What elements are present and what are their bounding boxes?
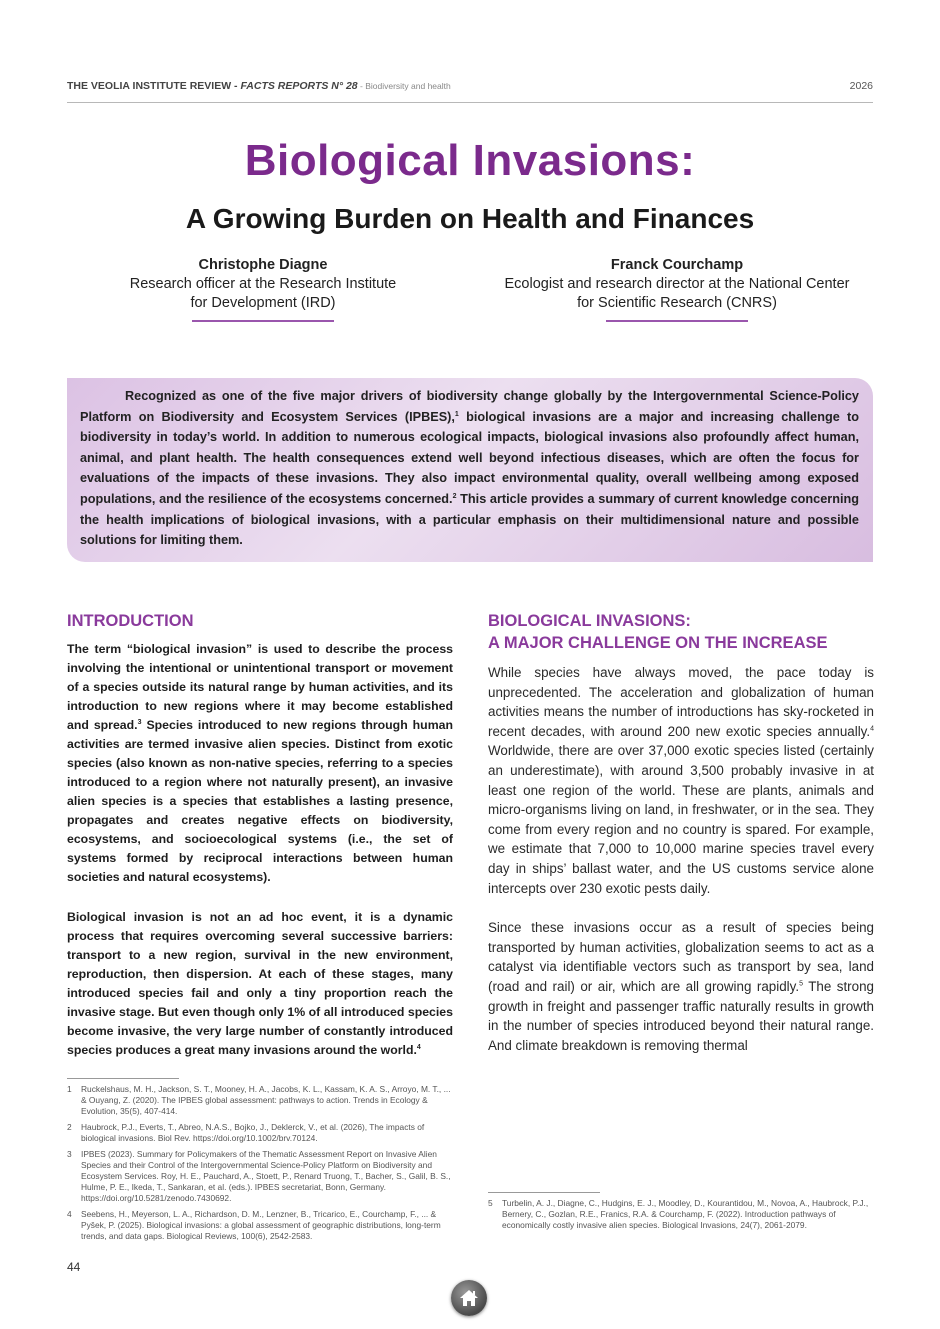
footnote xyxy=(67,1122,453,1144)
footnote-divider xyxy=(488,1192,600,1193)
series-name: FACTS REPORTS N° 28 xyxy=(240,80,358,92)
article-subtitle: A Growing Burden on Health and Finances xyxy=(185,203,755,234)
footnote-number: 2 xyxy=(67,1122,72,1132)
publication-year: 2026 xyxy=(849,80,873,92)
heading-line: A MAJOR CHALLENGE ON THE INCREASE xyxy=(488,634,828,652)
section-name: - Biodiversity and health xyxy=(357,81,451,91)
footnote-number: 4 xyxy=(67,1209,72,1219)
author-divider xyxy=(192,320,334,322)
abstract-text-part: This article provides a summary of current knowledge concerning the health implications of biological invasions, with a particular emphasis on their multidimensional nature and possible solutions for limiting them. xyxy=(80,491,859,548)
home-button[interactable] xyxy=(451,1280,487,1316)
paragraph-text: Worldwide, there are over 37,000 exotic species listed (certainly an underestimate), with around 3,500 probably invasive in at least one region of the world. These are plants, animals and micro-organisms living on land, in freshwater, or in the sea. They come from every region and no country is spared. For example, we estimate that 7,000 to 10,000 marine species travel every day in ships’ ballast water, and the US customs service alone intercepts over 230 exotic pests daily. xyxy=(488,743,874,896)
footnote-number: 1 xyxy=(67,1084,72,1094)
section-heading-introduction: INTRODUCTION xyxy=(67,612,194,630)
footnote-ref[interactable]: 1 xyxy=(454,410,459,418)
paragraph-text: Species introduced to new regions through human activities are termed invasive alien species. Distinct from exotic species (also known as non-native species, referring to a species introduced to a region where not naturally present), an invasive alien species is a species that establishes a lasting presence, propagates and creates negative effects on biodiversity, ecosystems, and socioecological systems (i.e., the set of systems formed by reciprocal interactions between human societies and natural ecosystems). xyxy=(67,718,453,884)
footnote xyxy=(67,1149,453,1204)
heading-line: BIOLOGICAL INVASIONS: xyxy=(488,612,691,630)
paragraph-text: The strong growth in freight and passenger traffic naturally results in growth in the number of species introduced beyond their natural range. And climate breakdown is removing thermal xyxy=(488,978,874,1053)
footnotes-left xyxy=(67,1078,453,1247)
footnote-number: 3 xyxy=(67,1149,72,1159)
footnote-ref[interactable]: 5 xyxy=(799,980,803,988)
challenge-paragraph xyxy=(488,663,874,898)
footnote-text: Ruckelshaus, M. H., Jackson, S. T., Mooney, H. A., Jacobs, K. L., Kassam, K. A. S., Arroyo, M. T., ... & Ouyang, Z. (2020). The IPBES global assessment: pathways to action. Trends in Ecology & Evolution, 35(5), 407-414. xyxy=(81,1084,451,1116)
right-column xyxy=(488,610,874,1055)
paragraph-text: Biological invasion is not an ad hoc event, it is a dynamic process that requires overcoming several successive barriers: transport to a new region, survival in the new environment, reproduction, then dispersion. At each of these stages, many introduced species fail and only a tiny proportion reach the invasive stage. But even though only 1% of all introduced species become invasive, the very large number of constantly introduced species produces a great many invasions around the world. xyxy=(67,910,453,1057)
footnote-ref[interactable]: 3 xyxy=(137,718,142,726)
paragraph-text: While species have always moved, the pace today is unprecedented. The acceleration and globalization of human activities means the number of introductions has sky-rocketed in recent decades, with around 200 new exotic species annually. xyxy=(488,665,874,739)
journal-name: THE VEOLIA INSTITUTE REVIEW - xyxy=(67,80,241,92)
article-title: Biological Invasions: xyxy=(244,136,696,185)
abstract-text xyxy=(67,378,873,551)
author-role: for Development (IRD) xyxy=(190,295,336,311)
paragraph-text: Since these invasions occur as a result of species being transported by human activities, globalization seems to act as a catalyst via identifiable vectors such as transport by sea, land (road and rail) or air, which are all growing rapidly. xyxy=(488,920,874,994)
footnote-text: Seebens, H., Meyerson, L. A., Richardson, D. M., Lenzner, B., Tricarico, E., Courchamp, F., ... & Pyšek, P. (2025). Biological invasions: a global assessment of geographic distributions, long-term trends, and data gaps. Biological Reviews, 100(6), 2542-2583. xyxy=(81,1209,441,1241)
author-block xyxy=(487,256,867,322)
intro-paragraph xyxy=(67,908,453,1060)
abstract-text-part: biological invasions are a major and increasing challenge to biodiversity in today’s world. In addition to numerous ecological impacts, biological invasions also profoundly affect human, animal, and plant health. The health consequences extend well beyond infectious diseases, which are often the focus for evaluations of the impacts of these invasions. They also impact environmental quality, overall wellbeing among exposed populations, and the resilience of the ecosystems concerned. xyxy=(80,409,859,506)
challenge-paragraph xyxy=(488,918,874,1055)
footnote-ref[interactable]: 4 xyxy=(870,725,874,733)
footnote-text: Haubrock, P.J., Everts, T., Abreo, N.A.S., Bojko, J., Deklerck, V., et al. (2026), The impacts of biological invasions. Biol Rev. https://doi.org/10.1002/brv.70124. xyxy=(81,1122,425,1143)
footnote xyxy=(67,1209,453,1242)
author-name: Christophe Diagne xyxy=(198,257,328,273)
footnotes-right xyxy=(488,1192,874,1236)
footnote-ref[interactable]: 2 xyxy=(452,492,457,500)
footnote xyxy=(488,1198,874,1231)
page-number: 44 xyxy=(67,1260,81,1274)
section-heading-challenge xyxy=(488,610,874,654)
home-icon xyxy=(458,1287,480,1309)
footnote-number: 5 xyxy=(488,1198,493,1208)
author-name: Franck Courchamp xyxy=(610,257,744,273)
running-header xyxy=(67,80,873,103)
footnote-text: Turbelin, A. J., Diagne, C., Hudgins, E. J., Moodley, D., Kourantidou, M., Novoa, A., Haubrock, P.J., Bernery, C., Gozlan, R.E., Franics, R.A. & Courchamp, F. (2022). Introduction pathways of economically costly invasive alien species. Biological Invasions, 24(7), 2061-2079. xyxy=(502,1198,869,1230)
intro-paragraph xyxy=(67,640,453,887)
abstract-box xyxy=(67,378,873,562)
footnote-text: IPBES (2023). Summary for Policymakers of the Thematic Assessment Report on Invasive Alien Species and their Control of the Intergovernmental Science-Policy Platform on Biodiversity and Ecosystem Services. Roy, H. E., Pauchard, A., Stoett, P., Renard Truong, T., Bacher, S., Galil, B. S., Hulme, P. E., Ikeda, T., Sankaran, et al. (eds.). IPBES secretariat, Bonn, Germany. https://doi.org/10.5281/zenodo.7430692. xyxy=(81,1149,451,1203)
footnote-ref[interactable]: 4 xyxy=(416,1043,421,1051)
left-column xyxy=(67,610,453,1060)
footnote xyxy=(67,1084,453,1117)
author-block xyxy=(73,256,453,322)
author-role: Ecologist and research director at the National Center xyxy=(504,276,850,292)
author-role: for Scientific Research (CNRS) xyxy=(577,295,777,311)
author-divider xyxy=(606,320,748,322)
footnote-divider xyxy=(67,1078,179,1079)
paragraph-text: The term “biological invasion” is used to describe the process involving the intentional or unintentional transport or movement of a species outside its natural range by human activities, and its introduction to new regions where it may become established and spread. xyxy=(67,642,453,732)
author-role: Research officer at the Research Institute xyxy=(129,276,397,292)
abstract-text-part: Recognized as one of the five major drivers of biodiversity change globally by the Intergovernmental Science-Policy Platform on Biodiversity and Ecosystem Services (IPBES), xyxy=(80,389,859,424)
